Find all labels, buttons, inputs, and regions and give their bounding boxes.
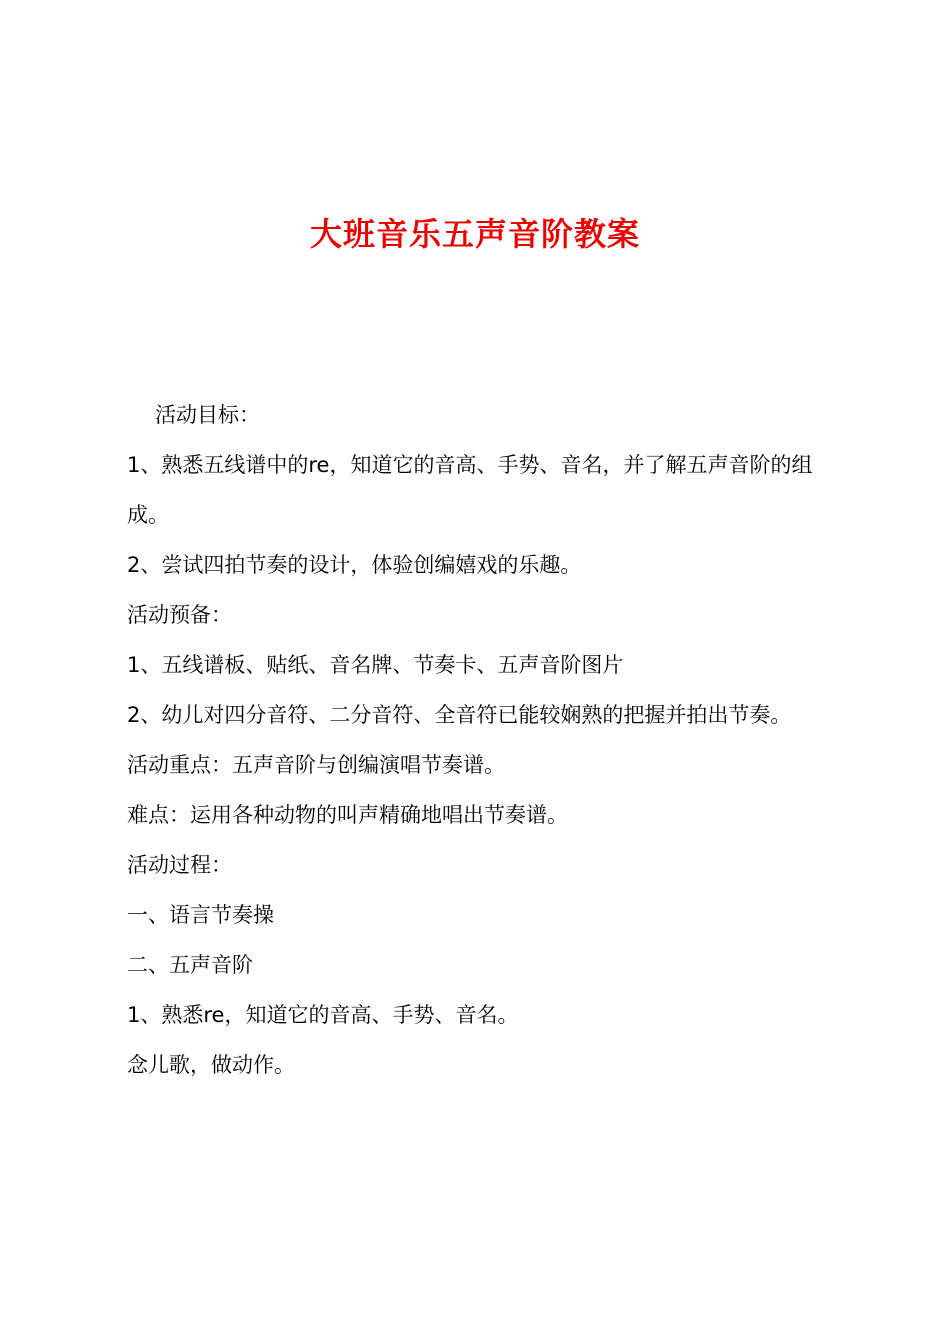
preparation-item-1: 1、五线谱板、贴纸、音名牌、节奏卡、五声音阶图片 — [127, 653, 624, 677]
process-step-2: 二、五声音阶 — [127, 953, 253, 977]
process-note: 念儿歌，做动作。 — [127, 1053, 295, 1077]
difficulty: 难点：运用各种动物的叫声精确地唱出节奏谱。 — [127, 803, 568, 827]
process-step-1: 一、语言节奏操 — [127, 903, 274, 927]
goal-item-1: 1、熟悉五线谱中的re，知道它的音高、手势、音名，并了解五声音阶的组成。 — [127, 453, 813, 527]
document-title: 大班音乐五声音阶教案 — [309, 215, 640, 253]
process-substep-1: 1、熟悉re，知道它的音高、手势、音名。 — [127, 1003, 519, 1027]
goal-item-2: 2、尝试四拍节奏的设计，体验创编嬉戏的乐趣。 — [127, 553, 582, 577]
section-heading-preparation: 活动预备： — [127, 603, 232, 627]
key-point: 活动重点：五声音阶与创编演唱节奏谱。 — [127, 753, 505, 777]
section-heading-goals: 活动目标： — [155, 403, 260, 427]
document-body — [127, 390, 837, 1090]
preparation-item-2: 2、幼儿对四分音符、二分音符、全音符已能较娴熟的把握并拍出节奏。 — [127, 703, 792, 727]
section-heading-process: 活动过程： — [127, 853, 232, 877]
